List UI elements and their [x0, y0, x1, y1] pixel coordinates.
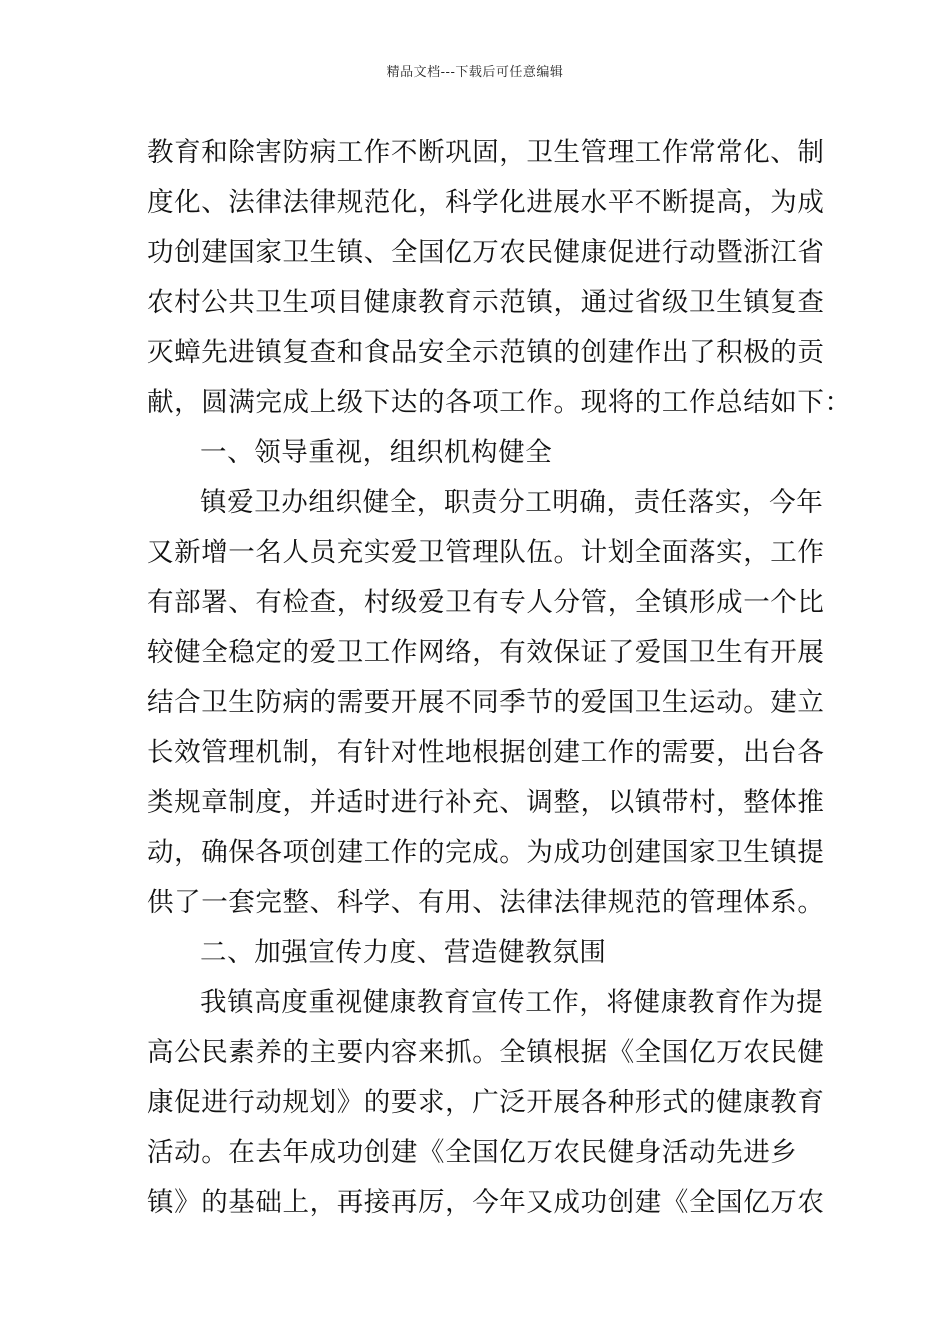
text-line: 有部署、有检查，村级爱卫有专人分管，全镇形成一个比: [147, 587, 825, 618]
text-line: 我镇高度重视健康教育宣传工作，将健康教育作为提: [200, 987, 824, 1018]
text-line: 高公民素养的主要内容来抓。全镇根据《全国亿万农民健: [147, 1037, 825, 1068]
text-line: 长效管理机制，有针对性地根据创建工作的需要，出台各: [147, 737, 825, 768]
text-line: 活动。在去年成功创建《全国亿万农民健身活动先进乡: [147, 1137, 798, 1168]
text-line: 度化、法律法律规范化，科学化进展水平不断提高，为成: [147, 187, 825, 218]
text-line: 较健全稳定的爱卫工作网络，有效保证了爱国卫生有开展: [147, 637, 825, 668]
text-line: 农村公共卫生项目健康教育示范镇，通过省级卫生镇复查: [147, 287, 825, 318]
text-line: 康促进行动规划》的要求，广泛开展各种形式的健康教育: [147, 1087, 825, 1118]
text-line: 动，确保各项创建工作的完成。为成功创建国家卫生镇提: [147, 837, 825, 868]
text-line: 灭蟑先进镇复查和食品安全示范镇的创建作出了积极的贡: [147, 337, 825, 368]
text-line: 献，圆满完成上级下达的各项工作。现将的工作总结如下：: [147, 387, 852, 418]
document-body: [147, 128, 852, 1228]
section-heading: 二、加强宣传力度、营造健教氛围: [200, 937, 607, 968]
text-line: 教育和除害防病工作不断巩固，卫生管理工作常常化、制: [147, 137, 825, 168]
text-line: 结合卫生防病的需要开展不同季节的爱国卫生运动。建立: [147, 687, 825, 718]
text-line: 功创建国家卫生镇、全国亿万农民健康促进行动暨浙江省: [147, 237, 825, 268]
text-line: 又新增一名人员充实爱卫管理队伍。计划全面落实，工作: [147, 537, 825, 568]
text-line: 镇》的基础上，再接再厉，今年又成功创建《全国亿万农: [147, 1187, 825, 1218]
text-line: 类规章制度，并适时进行补充、调整，以镇带村，整体推: [147, 787, 825, 818]
page-header: 精品文档---下载后可任意编辑: [386, 65, 564, 80]
text-line: 供了一套完整、科学、有用、法律法律规范的管理体系。: [147, 887, 825, 918]
section-heading: 一、领导重视，组织机构健全: [200, 437, 553, 468]
text-line: 镇爱卫办组织健全，职责分工明确，责任落实，今年: [200, 487, 824, 518]
